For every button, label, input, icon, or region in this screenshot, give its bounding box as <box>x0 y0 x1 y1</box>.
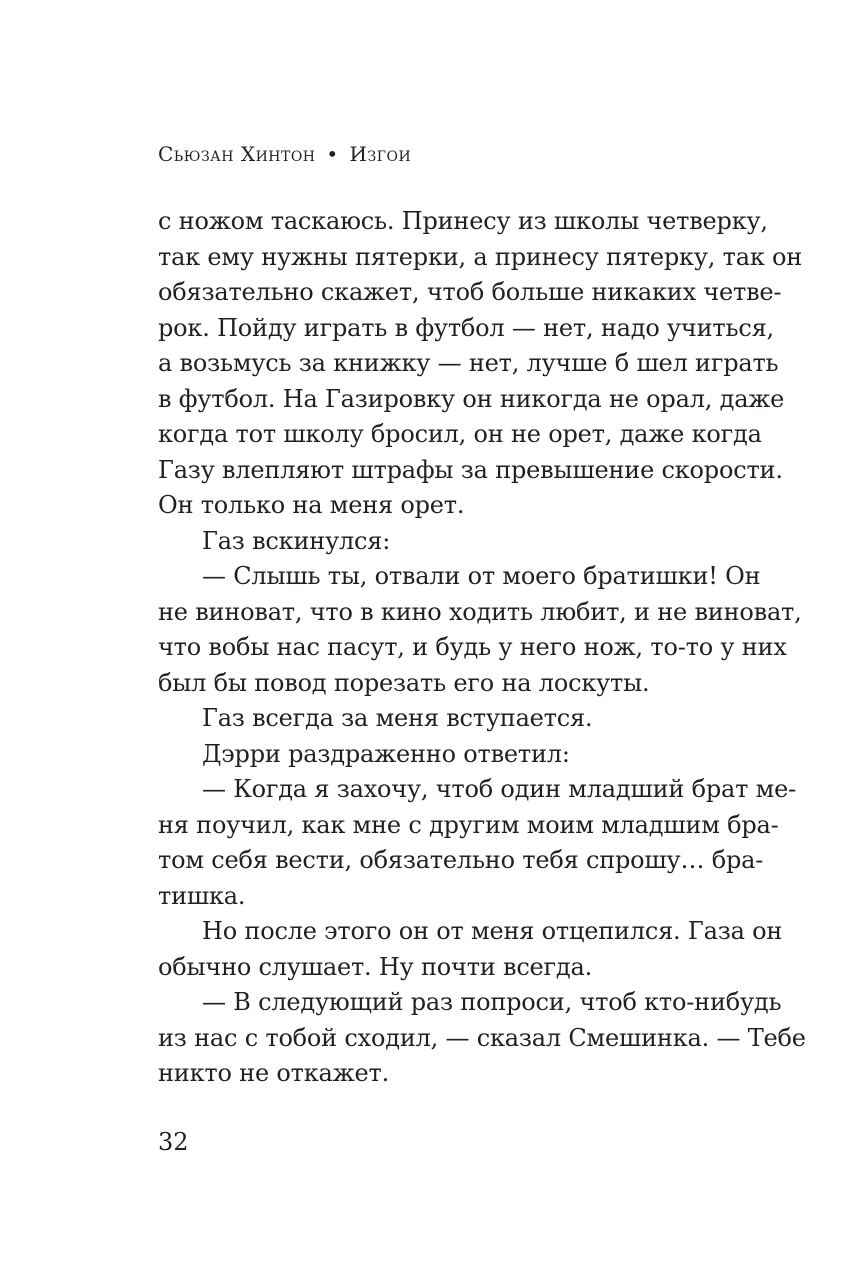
text-line: Но после этого он от меня отцепился. Газа он <box>202 917 783 945</box>
running-head-separator: • <box>326 142 339 166</box>
text-line: том себя вести, обязательно тебя спрошу… бра- <box>158 846 764 874</box>
running-head-title: Изгои <box>349 142 412 166</box>
text-line: ня поучил, как мне с другим моим младшим бра- <box>158 810 779 839</box>
text-line: был бы повод порезать его на лоскуты. <box>158 668 650 697</box>
text-line: Газ вскинулся: <box>202 526 391 555</box>
running-head-author: Сьюзан Хинтон <box>158 142 316 166</box>
page-number: 32 <box>158 1128 189 1156</box>
text-line: — Когда я захочу, чтоб один младший брат ме- <box>202 775 797 803</box>
running-head <box>158 142 411 166</box>
text-line: — Слышь ты, отвали от моего братишки! Он <box>202 562 761 590</box>
text-line: Дэрри раздраженно ответил: <box>202 739 570 768</box>
text-line: обычно слушает. Ну почти всегда. <box>158 952 593 981</box>
text-line: в футбол. На Газировку он никогда не орал, даже <box>158 384 785 413</box>
text-line: — В следующий раз попроси, чтоб кто-нибудь <box>202 988 782 1016</box>
text-line: так ему нужны пятерки, а принесу пятерку, так он <box>158 242 803 271</box>
text-line: не виноват, что в кино ходить любит, и не виноват, <box>158 597 802 626</box>
text-line: обязательно скажет, чтоб больше никаких четве- <box>158 278 782 306</box>
text-line: когда тот школу бросил, он не орет, даже когда <box>158 420 762 448</box>
text-line: Он только на меня орет. <box>158 491 465 519</box>
text-line: никто не откажет. <box>158 1059 389 1087</box>
text-line: рок. Пойду играть в футбол — нет, надо учиться, <box>158 313 774 342</box>
text-line: Газ всегда за меня вступается. <box>202 704 593 732</box>
text-line: что вобы нас пасут, и будь у него нож, то-то у них <box>158 633 787 661</box>
text-line: а возьмусь за книжку — нет, лучше б шел играть <box>158 349 779 377</box>
text-line: Газу влепляют штрафы за превышение скорости. <box>158 455 783 484</box>
body-text <box>158 204 806 1092</box>
text-line: тишка. <box>158 881 246 910</box>
text-line: с ножом таскаюсь. Принесу из школы четверку, <box>158 207 768 235</box>
text-line: из нас с тобой сходил, — сказал Смешинка. — Тебе <box>158 1023 806 1052</box>
